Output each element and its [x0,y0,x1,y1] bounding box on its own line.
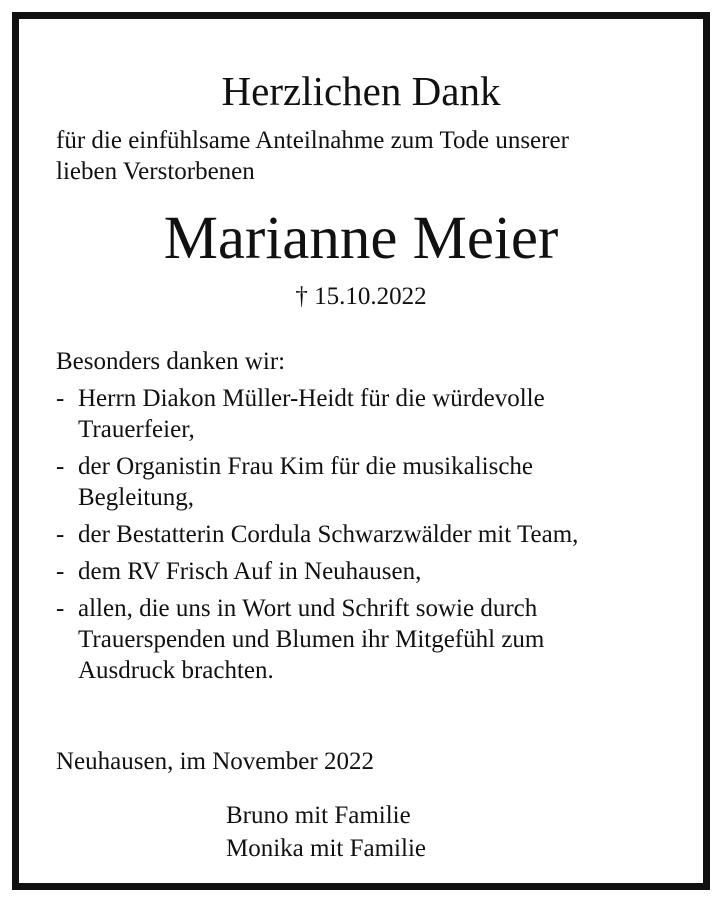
thanks-heading: Besonders danken wir: [56,348,286,375]
thanks-item-line: Trauerfeier, [78,416,195,443]
thanks-item [56,383,696,445]
bullet-dash: - [56,558,65,585]
bullet-dash: - [56,385,65,412]
signature-line: Monika mit Familie [226,835,426,862]
thanks-item [56,519,696,550]
notice-heading: Herzlichen Dank [221,68,501,114]
intro-line: für die einfühlsame Anteilnahme zum Tode unserer [56,127,569,154]
thanks-item-line: Trauerspenden und Blumen ihr Mitgefühl zum [78,626,545,653]
thanks-item-line: allen, die uns in Wort und Schrift sowie durch [78,595,538,622]
thanks-list [56,383,696,692]
death-date: † 15.10.2022 [295,283,427,310]
thanks-item [56,593,696,686]
signatures [226,799,426,865]
thanks-item-line: dem RV Frisch Auf in Neuhausen, [78,558,422,585]
bullet-dash: - [56,595,65,622]
thanks-item-line: Herrn Diakon Müller-Heidt für die würdevolle [78,385,545,412]
thanks-item-line: der Bestatterin Cordula Schwarzwälder mit Team, [78,521,579,548]
place-date: Neuhausen, im November 2022 [56,748,374,775]
thanks-item [56,451,696,513]
thanks-item-line: Ausdruck brachten. [78,657,274,684]
thanks-item [56,556,696,587]
bullet-dash: - [56,453,65,480]
thanks-item-line: Begleitung, [78,484,194,511]
bullet-dash: - [56,521,65,548]
deceased-name: Marianne Meier [163,205,559,272]
intro-text [56,125,686,187]
intro-line: lieben Verstorbenen [56,158,255,185]
thanks-item-line: der Organistin Frau Kim für die musikalische [78,453,534,480]
notice-frame [12,12,710,890]
signature-line: Bruno mit Familie [226,802,411,829]
